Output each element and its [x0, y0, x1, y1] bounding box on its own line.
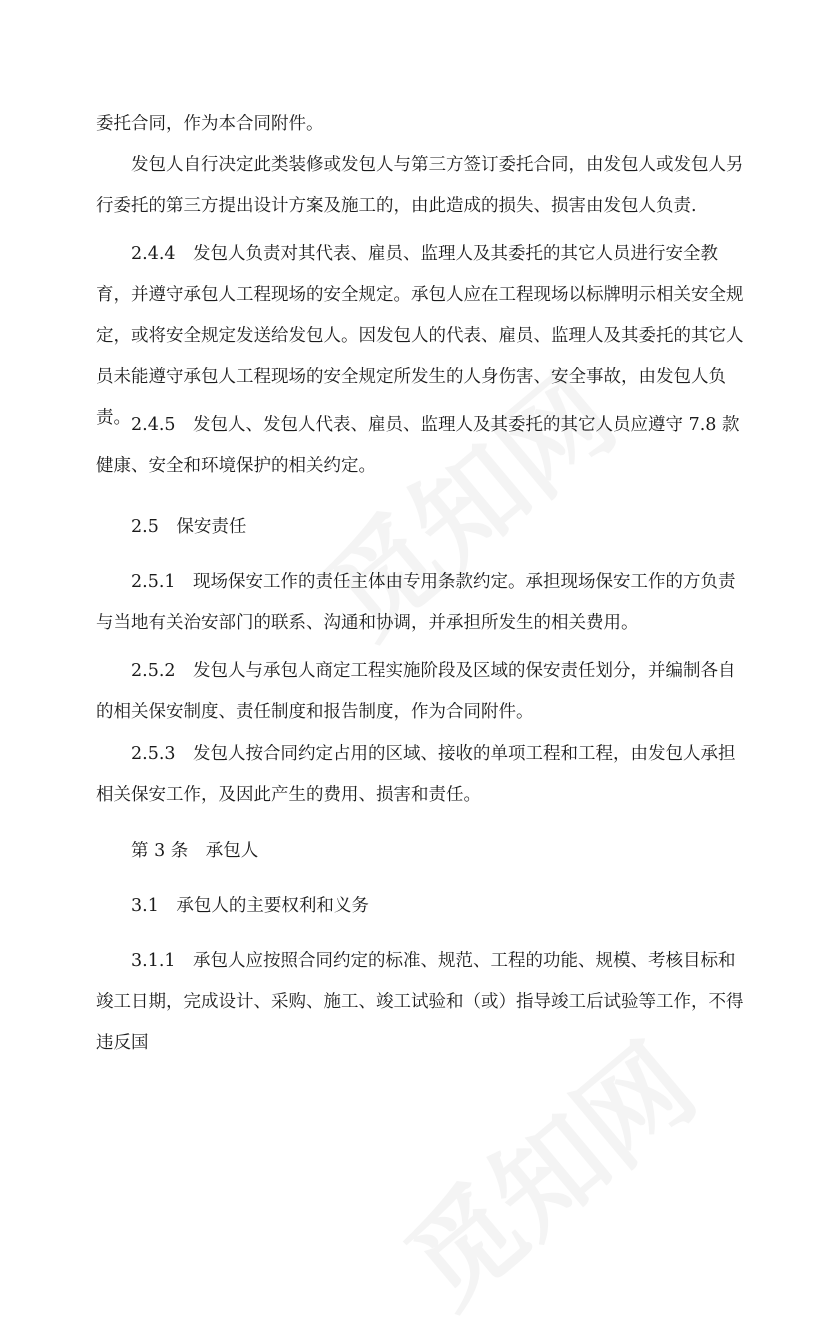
- paragraph-continuation: 委托合同，作为本合同附件。: [96, 114, 324, 134]
- paragraph-2-5-3: 2.5.3 发包人按合同约定占用的区域、接收的单项工程和工程，由发包人承担相关保安工作，及因此产生的费用、损害和责任。: [96, 744, 736, 805]
- paragraph-3-1-1: 3.1.1 承包人应按照合同约定的标准、规范、工程的功能、规模、考核目标和竣工日期，完成设计、采购、施工、竣工试验和（或）指导竣工后试验等工作，不得违反国: [96, 951, 744, 1053]
- article-heading-3: 第 3 条 承包人: [131, 841, 259, 861]
- paragraph-2-5-2: 2.5.2 发包人与承包人商定工程实施阶段及区域的保安责任划分，并编制各自的相关保安制度、责任制度和报告制度，作为合同附件。: [96, 661, 736, 722]
- section-heading-3-1: 3.1 承包人的主要权利和义务: [131, 896, 369, 916]
- paragraph-decoration-responsibility: 发包人自行决定此类装修或发包人与第三方签订委托合同，由发包人或发包人另行委托的第三方提出设计方案及施工的，由此造成的损失、损害由发包人负责.: [96, 155, 744, 216]
- paragraph-2-4-5: 2.4.5 发包人、发包人代表、雇员、监理人及其委托的其它人员应遵守 7.8 款健康、安全和环境保护的相关约定。: [96, 415, 740, 476]
- paragraph-2-4-4: 2.4.4 发包人负责对其代表、雇员、监理人及其委托的其它人员进行安全教育，并遵守承包人工程现场的安全规定。承包人应在工程现场以标牌明示相关安全规定，或将安全规定发送给发包人。因发包人的代表、雇员、监理人及其委托的其它人员未能遵守承包人工程现场的安全规定所发生的人身伤害、安全事故，由发包人负责。: [96, 244, 744, 428]
- section-heading-2-5: 2.5 保安责任: [131, 517, 247, 537]
- paragraph-2-5-1: 2.5.1 现场保安工作的责任主体由专用条款约定。承担现场保安工作的方负责与当地有关治安部门的联系、沟通和协调，并承担所发生的相关费用。: [96, 572, 736, 633]
